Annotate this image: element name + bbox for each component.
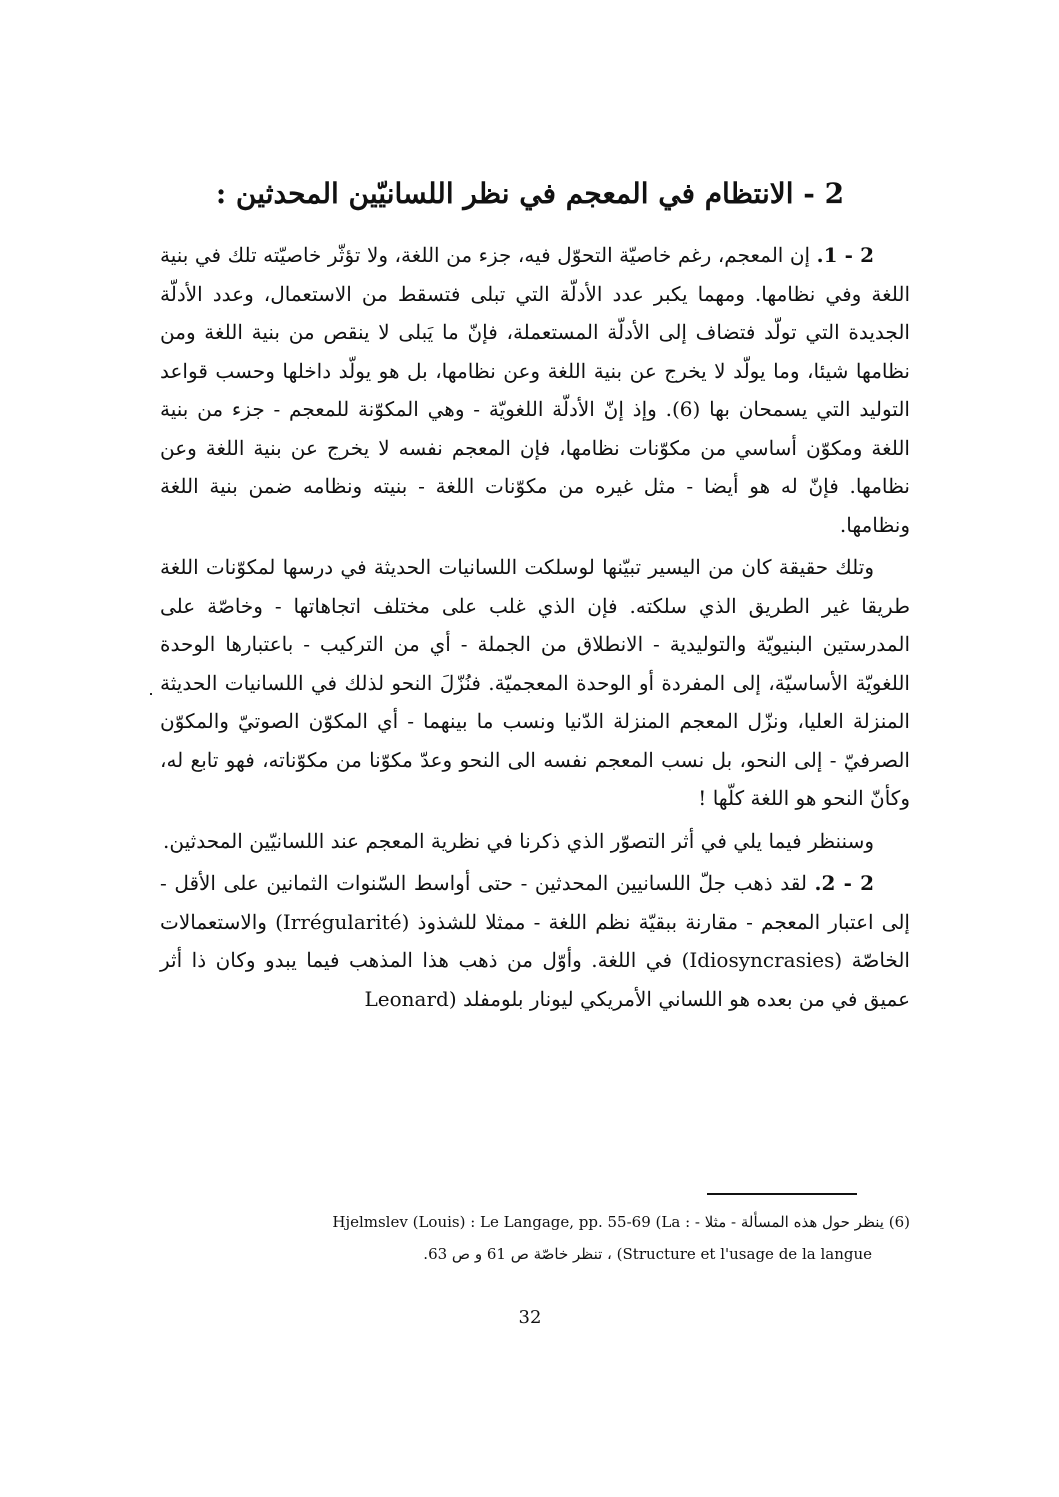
paragraph-text: وتلك حقيقة كان من اليسير تبيّنها لوسلكت اللسانيات الحديثة في درسها لمكوّنات اللغة طريقا غير الطريق الذي سلكته. فإن الذي غلب على مختلف اتجاهاتها - وخاصّة على المدرستين البنيويّة والتوليدية - الانطلاق من الجملة - أي من التركيب - باعتبارها الوحدة اللغويّة الأساسيّة، إلى المفردة أو الوحدة المعجميّة. فنُزّلَ النحو لذلك في اللسانيات الحديثة المنزلة العليا، ونزّل المعجم المنزلة الدّنيا ونسب ما بينهما - أي المكوّن الصوتيّ والمكوّن الصرفيّ - إلى النحو، بل نسب المعجم نفسه الى النحو وعدّ مكوّنا من مكوّناته، فهو تابع له، وكأنّ النحو هو اللغة كلّها ! xyxy=(160,555,910,810)
paragraph xyxy=(160,236,910,544)
paragraph xyxy=(160,822,910,861)
footnotes xyxy=(160,1206,910,1270)
paragraph-number: 2 - 1. xyxy=(816,243,874,267)
body-text xyxy=(160,236,910,1022)
paragraph-number: 2 - 2. xyxy=(814,871,874,895)
paragraph xyxy=(160,864,910,1018)
footnote-divider xyxy=(707,1193,857,1195)
paragraph-text: لقد ذهب جلّ اللسانيين المحدثين - حتى أواسط السّنوات الثمانين على الأقل - إلى اعتبار المعجم - مقارنة ببقيّة نظم اللغة - ممثلا للشذوذ (Irrégularité) والاستعمالات الخاصّة (Idiosyncrasies) في اللغة. وأوّل من ذهب هذا المذهب فيما يبدو وكان ذا أثر عميق في من بعده هو اللساني الأمريكي ليونار بلومفلد (Leonard xyxy=(160,871,910,1011)
paragraph-text: إن المعجم، رغم خاصيّة التحوّل فيه، جزء من اللغة، ولا تؤثّر خاصيّته تلك في بنية اللغة وفي نظامها. ومهما يكبر عدد الأدلّة التي تبلى فتسقط من الاستعمال، وعدد الأدلّة الجديدة التي تولّد فتضاف إلى الأدلّة المستعملة، فإنّ ما يَبلى لا ينقص من بنية اللغة ومن نظامها شيئا، وما يولّد لا يخرج عن بنية اللغة وعن نظامها، بل هو يولّد داخلها وحسب قواعد التوليد التي يسمحان بها (6). وإذ إنّ الأدلّة اللغويّة - وهي المكوّنة للمعجم - جزء من بنية اللغة ومكوّن أساسي من مكوّنات نظامها، فإن المعجم نفسه لا يخرج عن بنية اللغة وعن نظامها. فإنّ له هو أيضا - مثل غيره من مكوّنات اللغة - بنيته ونظامه ضمن بنية اللغة ونظامها. xyxy=(160,243,910,537)
paragraph-text: وسننظر فيما يلي في أثر التصوّر الذي ذكرنا في نظرية المعجم عند اللسانيّين المحدثين. xyxy=(163,828,874,853)
footnote-line: Structure et l'usage de la langue) ، تنظر خاصّة ص 61 و ص 63. xyxy=(423,1245,872,1263)
section-heading: 2 - الانتظام في المعجم في نظر اللسانيّين المحدثين : xyxy=(215,177,845,210)
page-number: 32 xyxy=(518,1307,542,1328)
scan-speck xyxy=(150,693,152,695)
footnote-line: (6) ينظر حول هذه المسألة - مثلا - : Hjelmslev (Louis) : Le Langage, pp. 55-69 (La xyxy=(332,1213,910,1231)
paragraph xyxy=(160,548,910,818)
